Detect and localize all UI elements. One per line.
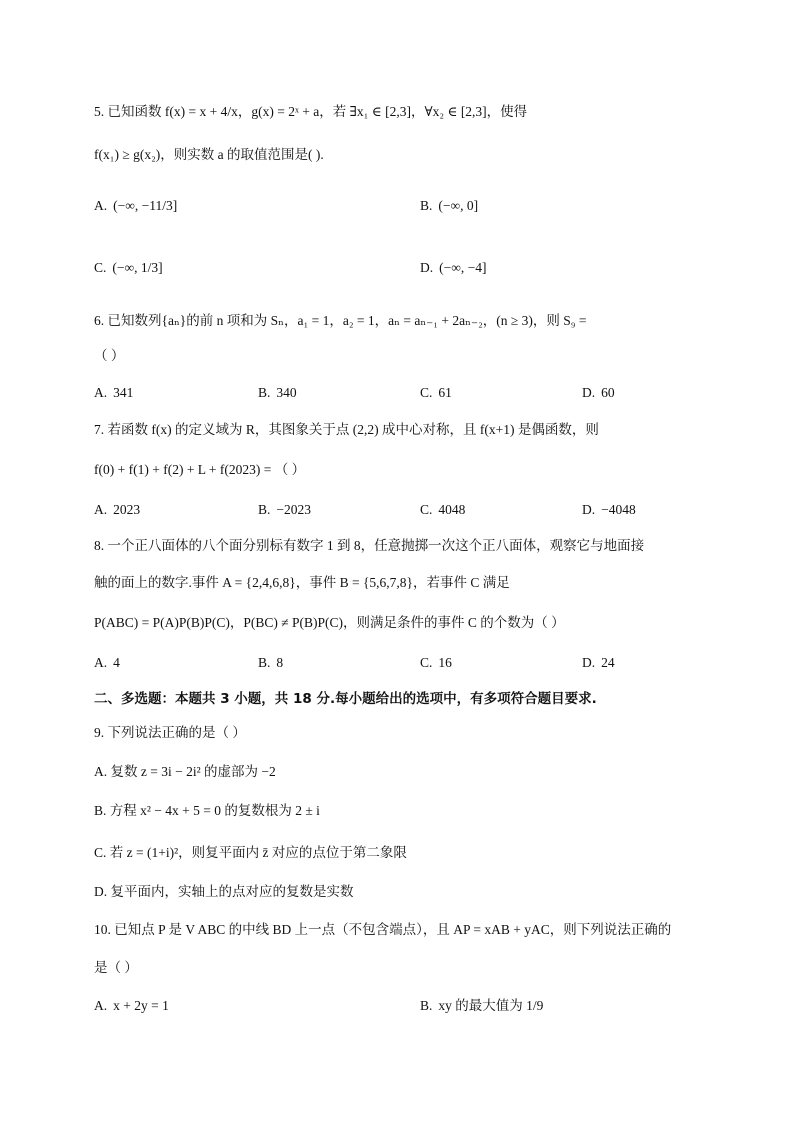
q6-stem-line2: （ ） — [94, 348, 125, 363]
q7-option-a: A. 2023 — [94, 502, 141, 517]
q8-stem-line1: 8. 一个正八面体的八个面分别标有数字 1 到 8，任意抛掷一次这个正八面体，观察它与地面接 — [94, 538, 645, 553]
q10-option-b: B. xy 的最大值为 1/9 — [420, 998, 544, 1013]
q6-option-c: C. 61 — [420, 385, 452, 400]
q7-option-b: B. −2023 — [258, 502, 312, 517]
q7-option-c: C. 4048 — [420, 502, 466, 517]
q6-option-d: D. 60 — [582, 385, 615, 400]
q8-option-b: B. 8 — [258, 655, 284, 670]
q9-stem: 9. 下列说法正确的是（ ） — [94, 725, 246, 740]
q5-option-c: C. (−∞, 1/3] — [94, 260, 163, 275]
q5-stem-line2: f(x₁) ≥ g(x₂)，则实数 a 的取值范围是( ). — [94, 147, 324, 162]
q5-option-d: D. (−∞, −4] — [420, 260, 487, 275]
q6-stem-line1: 6. 已知数列{aₙ}的前 n 项和为 Sₙ，a₁ = 1，a₂ = 1，aₙ = aₙ₋₁ + 2aₙ₋₂，(n ≥ 3)，则 S₉ = — [94, 313, 587, 328]
q5-option-a: A. (−∞, −11/3] — [94, 198, 178, 213]
q5-stem-line1: 5. 已知函数 f(x) = x + 4/x，g(x) = 2ˣ + a，若 ∃x₁ ∈ [2,3]，∀x₂ ∈ [2,3]，使得 — [94, 104, 528, 119]
q8-stem-line3: P(ABC) = P(A)P(B)P(C)，P(BC) ≠ P(B)P(C)，则满足条件的事件 C 的个数为（ ） — [94, 615, 565, 630]
section-heading-multiple-choice: 二、多选题：本题共 3 小题，共 18 分.每小题给出的选项中，有多项符合题目要求. — [94, 691, 597, 707]
q8-stem-line2: 触的面上的数字.事件 A = {2,4,6,8}，事件 B = {5,6,7,8}，若事件 C 满足 — [94, 575, 510, 590]
q5-option-b: B. (−∞, 0] — [420, 198, 479, 213]
q10-stem-line2: 是（ ） — [94, 960, 138, 975]
q8-option-c: C. 16 — [420, 655, 452, 670]
q7-stem-line1: 7. 若函数 f(x) 的定义域为 R，其图象关于点 (2,2) 成中心对称，且 f(x+1) 是偶函数，则 — [94, 422, 599, 437]
q10-stem-line1: 10. 已知点 P 是 V ABC 的中线 BD 上一点（不包含端点），且 AP = xAB + yAC，则下列说法正确的 — [94, 922, 672, 937]
q9-option-b: B. 方程 x² − 4x + 5 = 0 的复数根为 2 ± i — [94, 803, 320, 818]
q10-option-a: A. x + 2y = 1 — [94, 998, 169, 1013]
q6-option-a: A. 341 — [94, 385, 134, 400]
q6-option-b: B. 340 — [258, 385, 297, 400]
q7-option-d: D. −4048 — [582, 502, 636, 517]
q9-option-a: A. 复数 z = 3i − 2i² 的虚部为 −2 — [94, 764, 276, 779]
q9-option-c: C. 若 z = (1+i)²，则复平面内 z̄ 对应的点位于第二象限 — [94, 845, 407, 860]
q7-stem-line2: f(0) + f(1) + f(2) + L + f(2023) = （ ） — [94, 462, 306, 477]
q8-option-d: D. 24 — [582, 655, 615, 670]
q9-option-d: D. 复平面内，实轴上的点对应的复数是实数 — [94, 884, 354, 899]
q8-option-a: A. 4 — [94, 655, 120, 670]
